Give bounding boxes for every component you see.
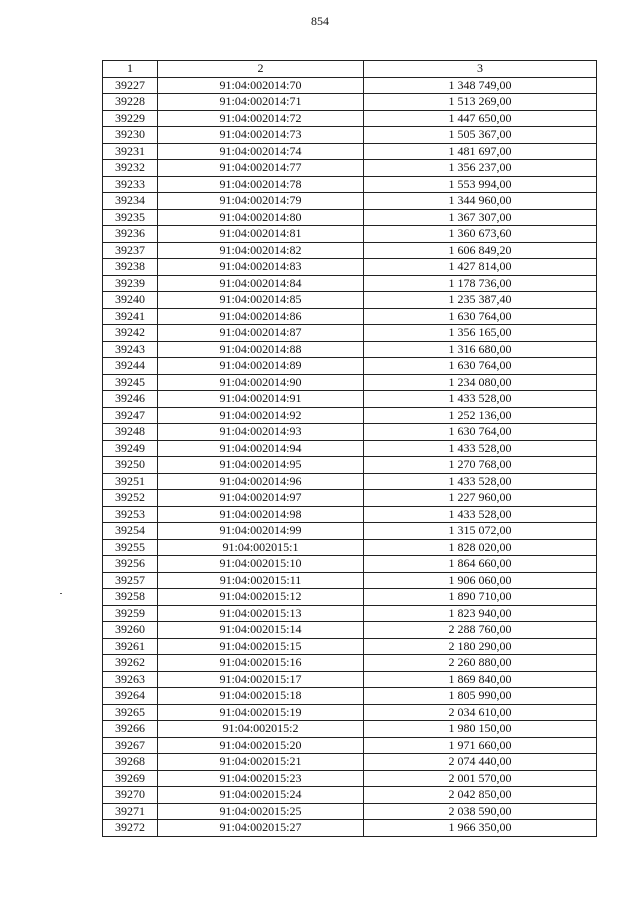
cadastral-number-cell: 91:04:002014:74 — [158, 143, 364, 160]
row-number-cell: 39261 — [103, 638, 158, 655]
row-number-cell: 39232 — [103, 160, 158, 177]
row-number-cell: 39242 — [103, 325, 158, 342]
row-number-cell: 39272 — [103, 820, 158, 837]
row-number-cell: 39268 — [103, 754, 158, 771]
table-row — [103, 721, 597, 738]
value-cell: 1 890 710,00 — [364, 589, 597, 606]
row-number-cell: 39234 — [103, 193, 158, 210]
value-cell: 1 606 849,20 — [364, 242, 597, 259]
row-number-cell: 39270 — [103, 787, 158, 804]
value-cell: 1 360 673,60 — [364, 226, 597, 243]
table-row — [103, 572, 597, 589]
row-number-cell: 39248 — [103, 424, 158, 441]
value-cell: 1 505 367,00 — [364, 127, 597, 144]
cadastral-number-cell: 91:04:002014:92 — [158, 407, 364, 424]
row-number-cell: 39254 — [103, 523, 158, 540]
row-number-cell: 39271 — [103, 803, 158, 820]
registry-table-container — [102, 60, 597, 837]
table-row — [103, 490, 597, 507]
row-number-cell: 39245 — [103, 374, 158, 391]
cadastral-number-cell: 91:04:002014:90 — [158, 374, 364, 391]
value-cell: 1 823 940,00 — [364, 605, 597, 622]
table-row — [103, 275, 597, 292]
row-number-cell: 39250 — [103, 457, 158, 474]
table-row — [103, 325, 597, 342]
value-cell: 1 252 136,00 — [364, 407, 597, 424]
value-cell: 1 433 528,00 — [364, 440, 597, 457]
cadastral-number-cell: 91:04:002015:14 — [158, 622, 364, 639]
table-row — [103, 770, 597, 787]
table-row — [103, 308, 597, 325]
table-row — [103, 605, 597, 622]
value-cell: 1 433 528,00 — [364, 391, 597, 408]
table-row — [103, 457, 597, 474]
value-cell: 1 481 697,00 — [364, 143, 597, 160]
row-number-cell: 39257 — [103, 572, 158, 589]
value-cell: 1 630 764,00 — [364, 308, 597, 325]
column-header-3: 3 — [364, 61, 597, 78]
value-cell: 1 344 960,00 — [364, 193, 597, 210]
table-row — [103, 94, 597, 111]
row-number-cell: 39264 — [103, 688, 158, 705]
column-header-1: 1 — [103, 61, 158, 78]
row-number-cell: 39230 — [103, 127, 158, 144]
row-number-cell: 39253 — [103, 506, 158, 523]
cadastral-number-cell: 91:04:002015:15 — [158, 638, 364, 655]
value-cell: 1 966 350,00 — [364, 820, 597, 837]
row-number-cell: 39266 — [103, 721, 158, 738]
value-cell: 1 234 080,00 — [364, 374, 597, 391]
row-number-cell: 39259 — [103, 605, 158, 622]
table-row — [103, 704, 597, 721]
cadastral-number-cell: 91:04:002014:84 — [158, 275, 364, 292]
cadastral-number-cell: 91:04:002014:91 — [158, 391, 364, 408]
cadastral-number-cell: 91:04:002015:25 — [158, 803, 364, 820]
table-row — [103, 787, 597, 804]
value-cell: 1 906 060,00 — [364, 572, 597, 589]
row-number-cell: 39247 — [103, 407, 158, 424]
table-row — [103, 259, 597, 276]
value-cell: 1 630 764,00 — [364, 358, 597, 375]
table-row — [103, 127, 597, 144]
cadastral-number-cell: 91:04:002015:1 — [158, 539, 364, 556]
value-cell: 2 074 440,00 — [364, 754, 597, 771]
cadastral-number-cell: 91:04:002015:20 — [158, 737, 364, 754]
value-cell: 2 038 590,00 — [364, 803, 597, 820]
cadastral-number-cell: 91:04:002015:11 — [158, 572, 364, 589]
value-cell: 1 433 528,00 — [364, 473, 597, 490]
table-row — [103, 539, 597, 556]
value-cell: 1 864 660,00 — [364, 556, 597, 573]
table-row — [103, 77, 597, 94]
table-row — [103, 506, 597, 523]
cadastral-number-cell: 91:04:002015:21 — [158, 754, 364, 771]
row-number-cell: 39256 — [103, 556, 158, 573]
cadastral-number-cell: 91:04:002015:13 — [158, 605, 364, 622]
value-cell: 1 971 660,00 — [364, 737, 597, 754]
row-number-cell: 39241 — [103, 308, 158, 325]
value-cell: 1 513 269,00 — [364, 94, 597, 111]
row-number-cell: 39262 — [103, 655, 158, 672]
table-row — [103, 671, 597, 688]
cadastral-number-cell: 91:04:002014:85 — [158, 292, 364, 309]
cadastral-number-cell: 91:04:002014:82 — [158, 242, 364, 259]
value-cell: 1 348 749,00 — [364, 77, 597, 94]
table-body — [103, 77, 597, 836]
value-cell: 2 180 290,00 — [364, 638, 597, 655]
cadastral-number-cell: 91:04:002014:95 — [158, 457, 364, 474]
cadastral-number-cell: 91:04:002015:27 — [158, 820, 364, 837]
row-number-cell: 39244 — [103, 358, 158, 375]
row-number-cell: 39249 — [103, 440, 158, 457]
row-number-cell: 39227 — [103, 77, 158, 94]
cadastral-number-cell: 91:04:002014:98 — [158, 506, 364, 523]
cadastral-number-cell: 91:04:002014:89 — [158, 358, 364, 375]
value-cell: 1 227 960,00 — [364, 490, 597, 507]
table-row — [103, 374, 597, 391]
cadastral-number-cell: 91:04:002014:70 — [158, 77, 364, 94]
value-cell: 1 427 814,00 — [364, 259, 597, 276]
row-number-cell: 39228 — [103, 94, 158, 111]
cadastral-number-cell: 91:04:002015:2 — [158, 721, 364, 738]
row-number-cell: 39263 — [103, 671, 158, 688]
table-header-row — [103, 61, 597, 78]
table-row — [103, 803, 597, 820]
cadastral-number-cell: 91:04:002014:79 — [158, 193, 364, 210]
table-row — [103, 523, 597, 540]
table-row — [103, 737, 597, 754]
cadastral-number-cell: 91:04:002014:88 — [158, 341, 364, 358]
table-row — [103, 160, 597, 177]
cadastral-number-cell: 91:04:002015:24 — [158, 787, 364, 804]
table-row — [103, 292, 597, 309]
cadastral-number-cell: 91:04:002014:94 — [158, 440, 364, 457]
table-row — [103, 440, 597, 457]
value-cell: 1 828 020,00 — [364, 539, 597, 556]
row-number-cell: 39235 — [103, 209, 158, 226]
table-row — [103, 110, 597, 127]
cadastral-number-cell: 91:04:002014:77 — [158, 160, 364, 177]
row-number-cell: 39265 — [103, 704, 158, 721]
table-row — [103, 391, 597, 408]
cadastral-number-cell: 91:04:002014:83 — [158, 259, 364, 276]
value-cell: 1 805 990,00 — [364, 688, 597, 705]
value-cell: 1 367 307,00 — [364, 209, 597, 226]
row-number-cell: 39260 — [103, 622, 158, 639]
cadastral-number-cell: 91:04:002014:99 — [158, 523, 364, 540]
value-cell: 1 178 736,00 — [364, 275, 597, 292]
stray-mark — [60, 593, 62, 594]
cadastral-number-cell: 91:04:002014:86 — [158, 308, 364, 325]
cadastral-number-cell: 91:04:002015:16 — [158, 655, 364, 672]
cadastral-number-cell: 91:04:002015:23 — [158, 770, 364, 787]
value-cell: 2 288 760,00 — [364, 622, 597, 639]
row-number-cell: 39246 — [103, 391, 158, 408]
row-number-cell: 39251 — [103, 473, 158, 490]
row-number-cell: 39252 — [103, 490, 158, 507]
table-row — [103, 226, 597, 243]
row-number-cell: 39240 — [103, 292, 158, 309]
table-row — [103, 341, 597, 358]
row-number-cell: 39267 — [103, 737, 158, 754]
table-row — [103, 638, 597, 655]
table-row — [103, 473, 597, 490]
table-row — [103, 358, 597, 375]
row-number-cell: 39238 — [103, 259, 158, 276]
value-cell: 1 630 764,00 — [364, 424, 597, 441]
cadastral-number-cell: 91:04:002014:72 — [158, 110, 364, 127]
table-row — [103, 424, 597, 441]
table-row — [103, 820, 597, 837]
value-cell: 1 356 165,00 — [364, 325, 597, 342]
table-row — [103, 176, 597, 193]
value-cell: 1 553 994,00 — [364, 176, 597, 193]
row-number-cell: 39237 — [103, 242, 158, 259]
table-row — [103, 209, 597, 226]
cadastral-number-cell: 91:04:002015:10 — [158, 556, 364, 573]
cadastral-number-cell: 91:04:002014:81 — [158, 226, 364, 243]
registry-table — [102, 60, 597, 837]
value-cell: 1 433 528,00 — [364, 506, 597, 523]
cadastral-number-cell: 91:04:002015:19 — [158, 704, 364, 721]
table-row — [103, 655, 597, 672]
cadastral-number-cell: 91:04:002014:93 — [158, 424, 364, 441]
cadastral-number-cell: 91:04:002015:18 — [158, 688, 364, 705]
value-cell: 1 315 072,00 — [364, 523, 597, 540]
row-number-cell: 39255 — [103, 539, 158, 556]
table-row — [103, 556, 597, 573]
row-number-cell: 39231 — [103, 143, 158, 160]
row-number-cell: 39236 — [103, 226, 158, 243]
value-cell: 2 034 610,00 — [364, 704, 597, 721]
cadastral-number-cell: 91:04:002014:71 — [158, 94, 364, 111]
cadastral-number-cell: 91:04:002014:78 — [158, 176, 364, 193]
cadastral-number-cell: 91:04:002014:87 — [158, 325, 364, 342]
value-cell: 2 001 570,00 — [364, 770, 597, 787]
row-number-cell: 39233 — [103, 176, 158, 193]
row-number-cell: 39258 — [103, 589, 158, 606]
table-row — [103, 143, 597, 160]
value-cell: 2 042 850,00 — [364, 787, 597, 804]
cadastral-number-cell: 91:04:002014:73 — [158, 127, 364, 144]
row-number-cell: 39243 — [103, 341, 158, 358]
value-cell: 1 447 650,00 — [364, 110, 597, 127]
cadastral-number-cell: 91:04:002014:97 — [158, 490, 364, 507]
cadastral-number-cell: 91:04:002014:96 — [158, 473, 364, 490]
value-cell: 2 260 880,00 — [364, 655, 597, 672]
table-row — [103, 754, 597, 771]
value-cell: 1 869 840,00 — [364, 671, 597, 688]
value-cell: 1 980 150,00 — [364, 721, 597, 738]
cadastral-number-cell: 91:04:002015:12 — [158, 589, 364, 606]
value-cell: 1 235 387,40 — [364, 292, 597, 309]
value-cell: 1 270 768,00 — [364, 457, 597, 474]
cadastral-number-cell: 91:04:002015:17 — [158, 671, 364, 688]
value-cell: 1 356 237,00 — [364, 160, 597, 177]
row-number-cell: 39229 — [103, 110, 158, 127]
table-row — [103, 589, 597, 606]
page-number: 854 — [311, 14, 329, 28]
row-number-cell: 39269 — [103, 770, 158, 787]
table-row — [103, 193, 597, 210]
table-row — [103, 407, 597, 424]
table-row — [103, 242, 597, 259]
table-row — [103, 622, 597, 639]
cadastral-number-cell: 91:04:002014:80 — [158, 209, 364, 226]
column-header-2: 2 — [158, 61, 364, 78]
row-number-cell: 39239 — [103, 275, 158, 292]
value-cell: 1 316 680,00 — [364, 341, 597, 358]
table-row — [103, 688, 597, 705]
